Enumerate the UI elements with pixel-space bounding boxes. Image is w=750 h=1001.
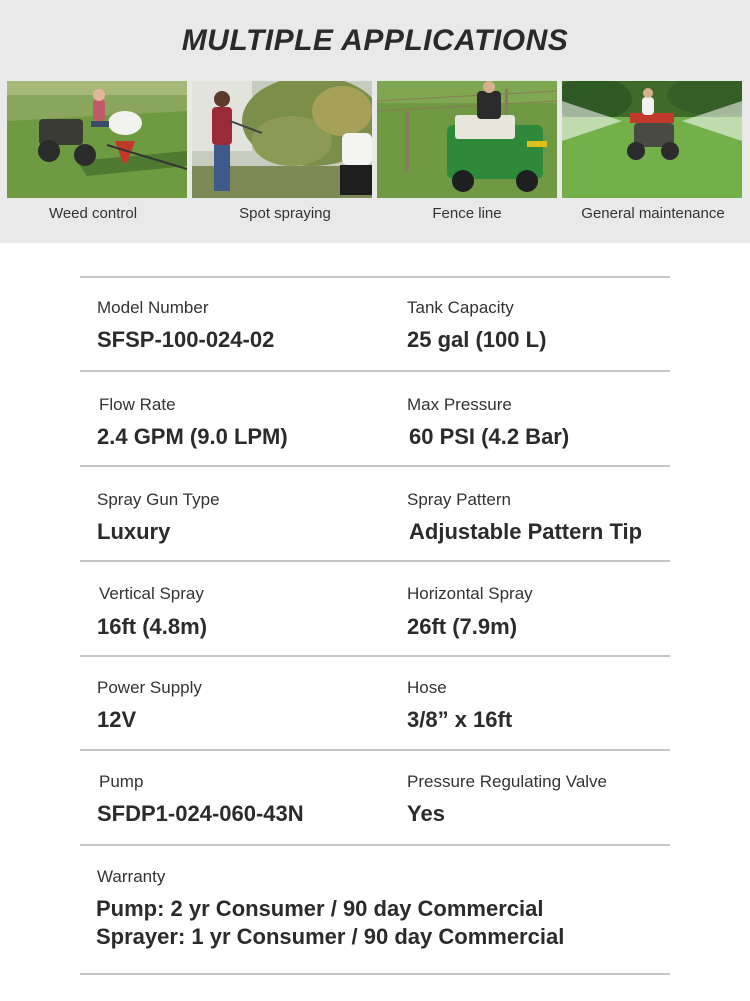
woman-spot-spraying-photo: [192, 81, 372, 198]
divider: [80, 844, 670, 846]
pump-value: SFDP1-024-060-43N: [97, 801, 304, 826]
caption-fence-line: Fence line: [432, 205, 502, 222]
power-supply-value: 12V: [97, 707, 137, 732]
spray-pattern-value: Adjustable Pattern Tip: [409, 519, 643, 544]
vertical-spray-value: 16ft (4.8m): [97, 614, 208, 639]
horizontal-spray-label: Horizontal Spray: [407, 584, 533, 603]
warranty-label: Warranty: [97, 867, 166, 886]
utility-vehicle-fence-line-photo: [377, 81, 557, 198]
vertical-spray-label: Vertical Spray: [99, 584, 204, 603]
divider: [80, 276, 670, 278]
divider: [80, 973, 670, 975]
warranty-sprayer-value: Sprayer: 1 yr Consumer / 90 day Commercial: [96, 924, 565, 949]
hose-value: 3/8” x 16ft: [407, 707, 513, 732]
spray-gun-type-value: Luxury: [97, 519, 171, 544]
divider: [80, 465, 670, 467]
tank-capacity-value: 25 gal (100 L): [407, 327, 547, 352]
caption-weed-control: Weed control: [48, 205, 138, 222]
flow-rate-label: Flow Rate: [99, 395, 176, 414]
tank-capacity-label: Tank Capacity: [407, 298, 514, 317]
divider: [80, 370, 670, 372]
atv-general-maintenance-photo: [562, 81, 742, 198]
warranty-pump-value: Pump: 2 yr Consumer / 90 day Commercial: [96, 896, 544, 921]
pressure-regulating-valve-label: Pressure Regulating Valve: [407, 772, 608, 791]
max-pressure-label: Max Pressure: [407, 395, 512, 414]
hose-label: Hose: [407, 678, 447, 697]
caption-spot-spraying: Spot spraying: [239, 205, 331, 222]
model-number-label: Model Number: [97, 298, 209, 317]
divider: [80, 655, 670, 657]
model-number-value: SFSP-100-024-02: [97, 327, 275, 352]
divider: [80, 749, 670, 751]
spray-pattern-label: Spray Pattern: [407, 490, 511, 509]
applications-banner: [0, 0, 750, 243]
page-title: MULTIPLE APPLICATIONS: [181, 24, 569, 57]
pump-label: Pump: [99, 772, 144, 791]
horizontal-spray-value: 26ft (7.9m): [407, 614, 518, 639]
flow-rate-value: 2.4 GPM (9.0 LPM): [97, 424, 288, 449]
caption-general-maintenance: General maintenance: [581, 205, 725, 222]
pressure-regulating-valve-value: Yes: [407, 801, 445, 826]
power-supply-label: Power Supply: [97, 678, 202, 697]
atv-sprayer-weed-control-photo: [7, 81, 187, 198]
spray-gun-type-label: Spray Gun Type: [97, 490, 220, 509]
divider: [80, 560, 670, 562]
max-pressure-value: 60 PSI (4.2 Bar): [409, 424, 570, 449]
